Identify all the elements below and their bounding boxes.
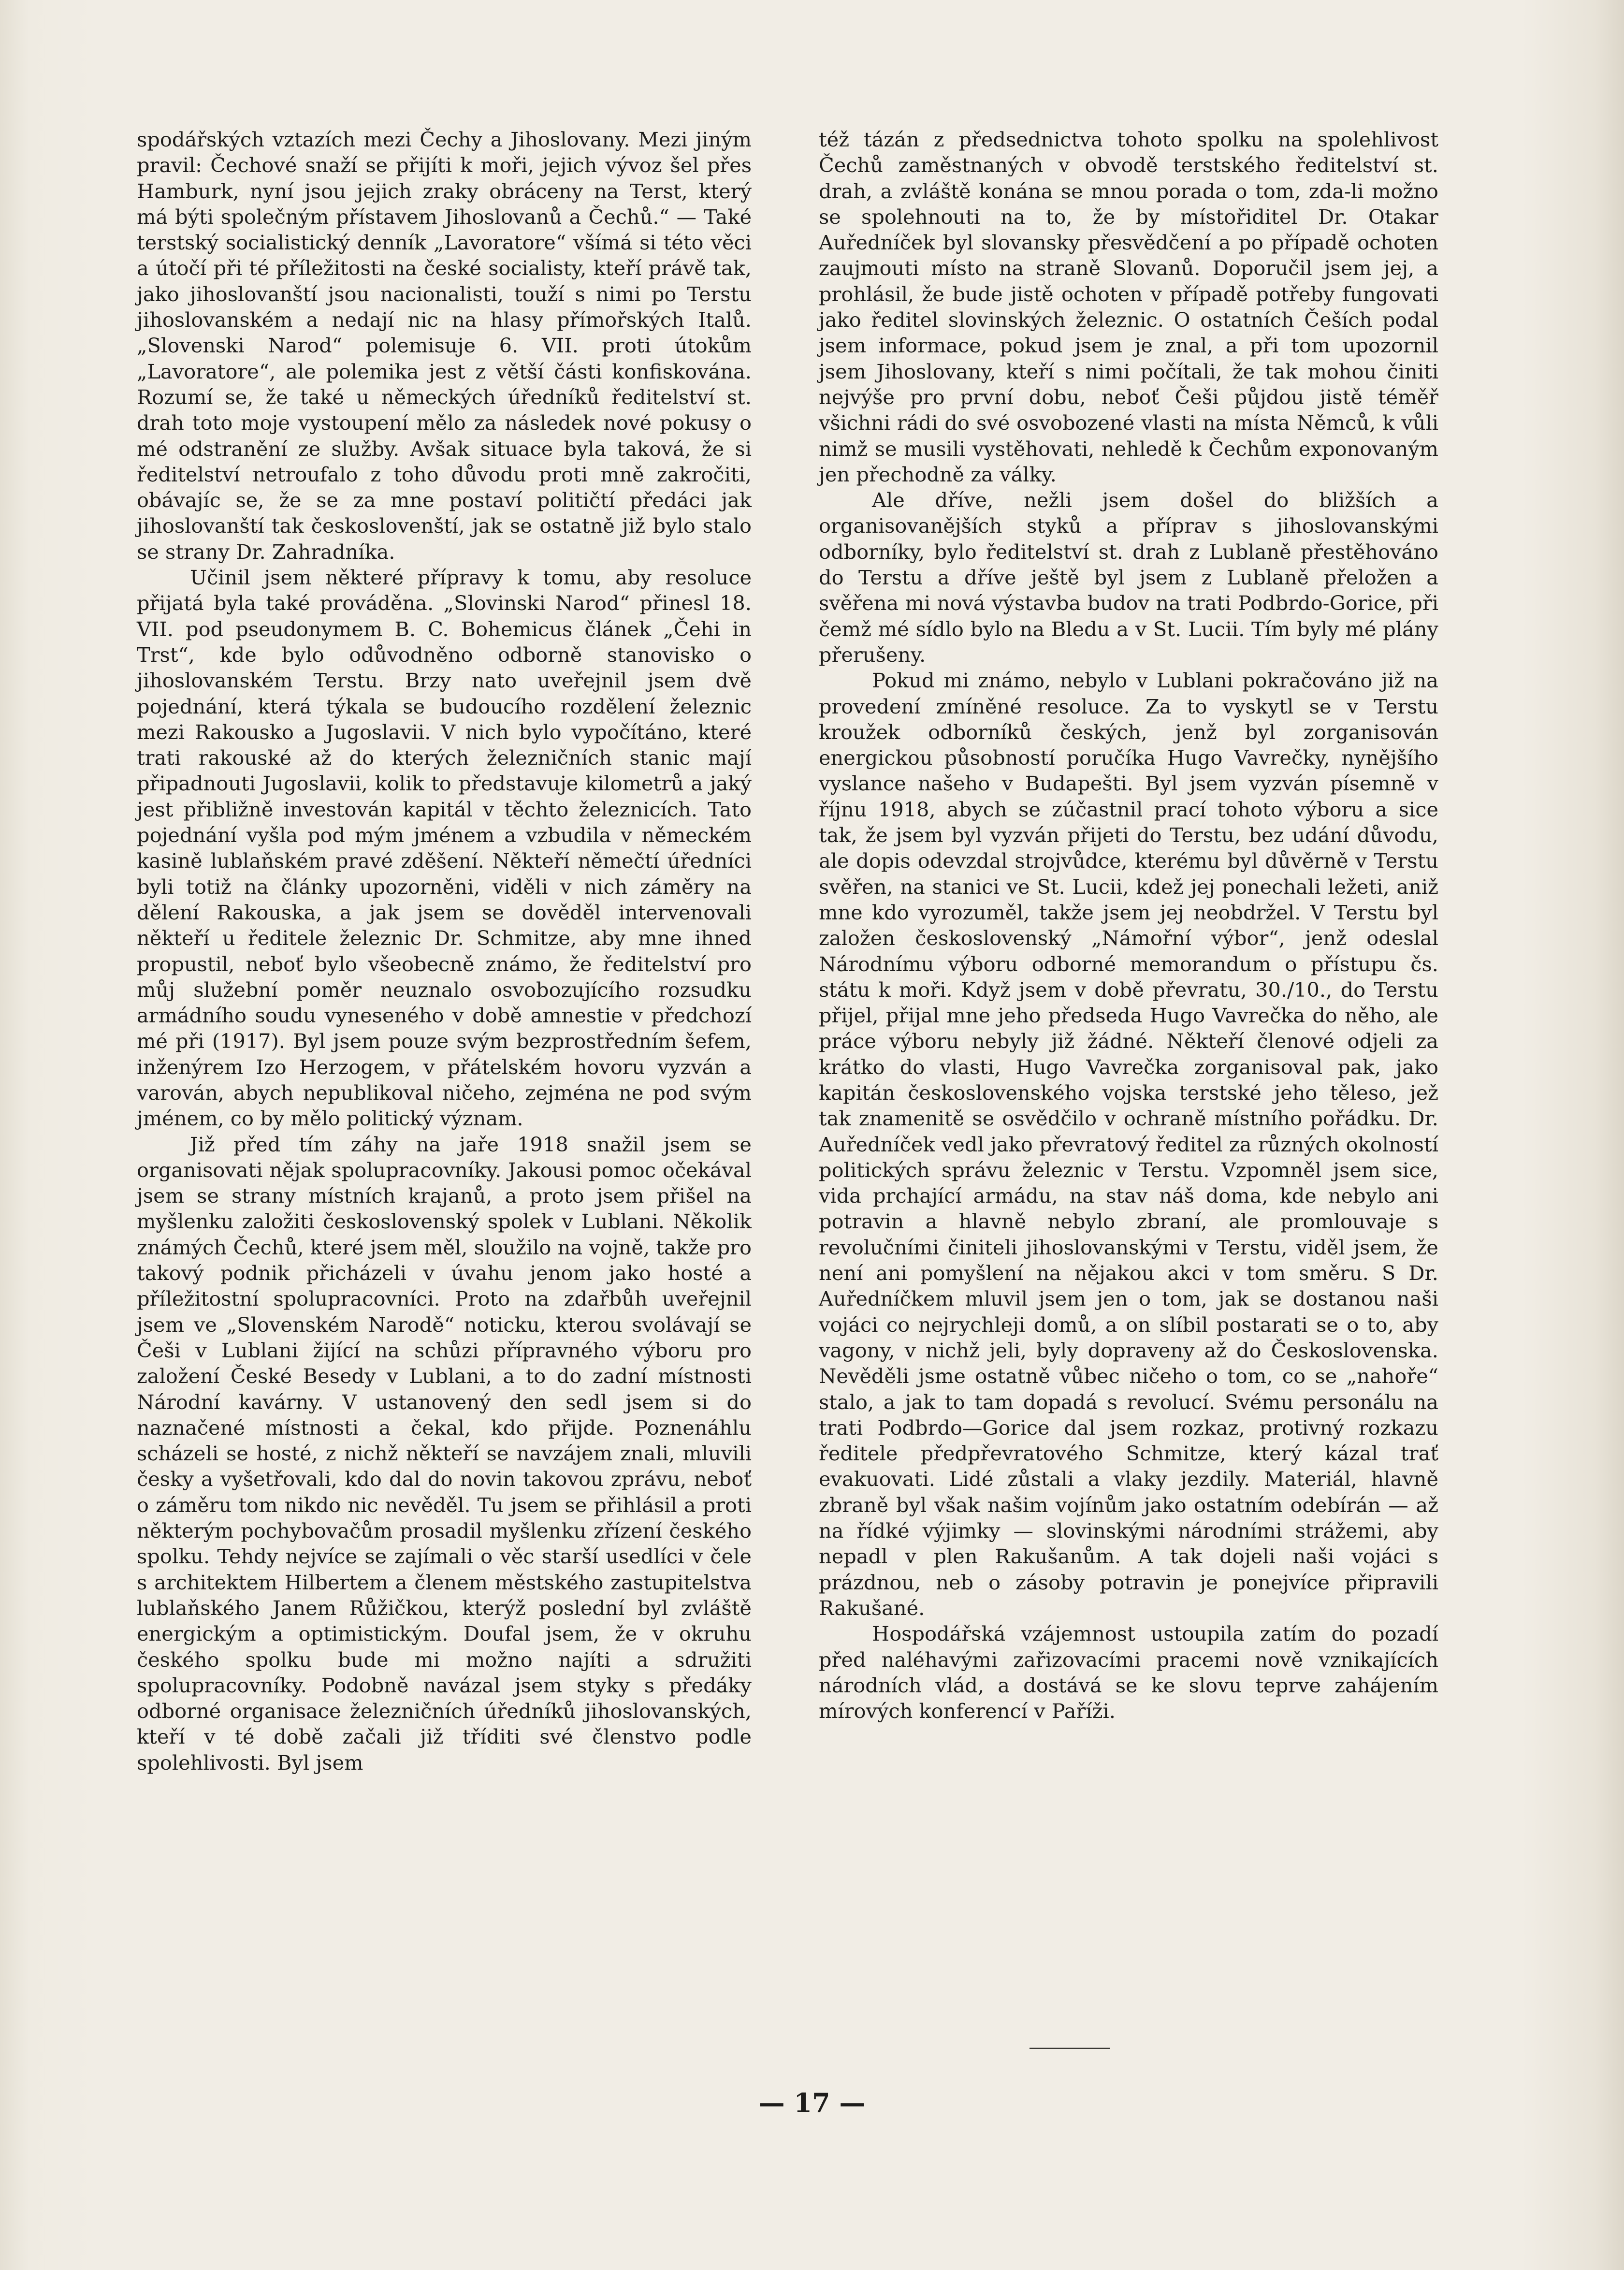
page-number: — 17 — [758,2087,866,2118]
paragraph: spodářských vztazích mezi Čechy a Jihoslovany. Mezi jiným pravil: Čechové snaží se přijíti k moři, jejich vývoz šel přes Hamburk, nyní jsou jejich zraky obráceny na Terst, který má býti společným přístavem Jihoslovanů a Čechů.“ — Také terstský socialistický denník „Lavoratore“ všímá si této věci a útočí při té příležitosti na české socialisty, kteří právě tak, jako jihoslovanští jsou nacionalisti, touží s nimi po Terstu jihoslovanském a nedají nic na hlasy přímořských Italů. „Slovenski Narod“ polemisuje 6. VII. proti útokům „Lavoratore“, ale polemika jest z větší části konfiskována. Rozumí se, že také u německých úředníků ředitelství st. drah toto moje vystoupení mělo za následek nové pokusy o mé odstranění ze služby. Avšak situace byla taková, že si ředitelství netroufalo z toho důvodu proti mně zakročiti, obávajíc se, že se za mne postaví političtí předáci jak jihoslovanští tak českoslovenští, jak se ostatně již bylo stalo se strany Dr. Zahradníka. [137,128,752,564]
right-column [819,127,1438,1724]
left-column [137,127,752,1775]
section-separator [1030,2048,1110,2049]
paragraph: Učinil jsem některé přípravy k tomu, aby resoluce přijatá byla také prováděna. „Slovinski Narod“ přinesl 18. VII. pod pseudonymem B. C. Bohemicus článek „Čehi in Trst“, kde bylo odůvodněno odborně stanovisko o jihoslovanském Terstu. Brzy nato uveřejnil jsem dvě pojednání, která týkala se budoucího rozdělení železnic mezi Rakousko a Jugoslavii. V nich bylo vypočítáno, které trati rakouské až do kterých železničních stanic mají připadnouti Jugoslavii, kolik to představuje kilometrů a jaký jest přibližně investován kapitál v těchto železnicích. Tato pojednání vyšla pod mým jménem a vzbudila v německém kasině lublaňském pravé zděšení. Někteří němečtí úředníci byli totiž na články upozorněni, viděli v nich záměry na dělení Rakouska, a jak jsem se dověděl intervenovali někteří u ředitele železnic Dr. Schmitze, aby mne ihned propustil, neboť bylo všeobecně známo, že ředitelství pro můj služební poměr neuznalo osvobozujícího rozsudku armádního soudu vyneseného v době amnestie v předchozí mé při (1917). Byl jsem pouze svým bezprostředním šefem, inženýrem Izo Herzogem, v přátelském hovoru vyzván a varován, abych nepublikoval ničeho, zejména ne pod svým jménem, co by mělo politický význam. [137,566,752,1131]
paragraph: též tázán z předsednictva tohoto spolku na spolehlivost Čechů zaměstnaných v obvodě terstského ředitelství st. drah, a zvláště konána se mnou porada o tom, zda-li možno se spolehnouti na to, že by místořiditel Dr. Otakar Auředníček byl slovansky přesvědčení a po případě ochoten zaujmouti místo na straně Slovanů. Doporučil jsem jej, a prohlásil, že bude jistě ochoten v případě potřeby fungovati jako ředitel slovinských železnic. O ostatních Češích podal jsem informace, pokud jsem je znal, a při tom upozornil jsem Jihoslovany, kteří s nimi počítali, že tak mohou činiti nejvýše pro první dobu, neboť Češi půjdou jistě téměř všichni rádi do své osvobozené vlasti na místa Němců, k vůli nimž se musili vystěhovati, nehledě k Čechům exponovaným jen přechodně za války. [819,128,1438,486]
paragraph: Hospodářská vzájemnost ustoupila zatím do pozadí před naléhavými zařizovacími pracemi nově vznikajících národních vlád, a dostává se ke slovu teprve zahájením mírových konferencí v Paříži. [819,1622,1438,1723]
paragraph: Ale dříve, nežli jsem došel do bližších a organisovanějších styků a příprav s jihoslovanskými odborníky, bylo ředitelství st. drah z Lublaně přestěhováno do Terstu a dříve ještě byl jsem z Lublaně přeložen a svěřena mi nová výstavba budov na trati Podbrdo-Gorice, při čemž mé sídlo bylo na Bledu a v St. Lucii. Tím byly mé plány přerušeny. [819,488,1438,667]
paragraph: Již před tím záhy na jaře 1918 snažil jsem se organisovati nějak spolupracovníky. Jakousi pomoc očekával jsem se strany místních krajanů, a proto jsem přišel na myšlenku založiti československý spolek v Lublani. Několik známých Čechů, které jsem měl, sloužilo na vojně, takže pro takový podnik přicházeli v úvahu jenom jako hosté a příležitostní spolupracovníci. Proto na zdařbůh uveřejnil jsem ve „Slovenském Narodě“ noticku, kterou svolávají se Češi v Lublani žijící na schůzi přípravného výboru pro založení České Besedy v Lublani, a to do zadní místnosti Národní kavárny. V ustanovený den sedl jsem si do naznačené místnosti a čekal, kdo přijde. Poznenáhlu scházeli se hosté, z nichž někteří se navzájem znali, mluvili česky a vyšetřovali, kdo dal do novin takovou zprávu, neboť o záměru tom nikdo nic nevěděl. Tu jsem se přihlásil a proti některým pochybovačům prosadil myšlenku zřízení českého spolku. Tehdy nejvíce se zajímali o věc starší usedlíci v čele s architektem Hilbertem a členem městského zastupitelstva lublaňského Janem Růžičkou, kterýž poslední byl zvláště energickým a optimistickým. Doufal jsem, že v okruhu českého spolku bude mi možno najíti a sdružiti spolupracovníky. Podobně navázal jsem styky s předáky odborné organisace železničních úředníků jihoslovanských, kteří v té době začali již tříditi své členstvo podle spolehlivosti. Byl jsem [137,1132,752,1775]
paragraph: Pokud mi známo, nebylo v Lublani pokračováno již na provedení zmíněné resoluce. Za to vyskytl se v Terstu kroužek odborníků českých, jenž byl zorganisován energickou působností poručíka Hugo Vavrečky, nynějšího vyslance našeho v Budapešti. Byl jsem vyzván písemně v říjnu 1918, abych se zúčastnil prací tohoto výboru a sice tak, že jsem byl vyzván přijeti do Terstu, bez udání důvodu, ale dopis odevzdal strojvůdce, kterému byl důvěrně v Terstu svěřen, na stanici ve St. Lucii, kdež jej ponechali ležeti, aniž mne kdo vyrozuměl, takže jsem jej neobdržel. V Terstu byl založen československý „Námořní výbor“, jenž odeslal Národnímu výboru odborné memorandum o přístupu čs. státu k moři. Když jsem v době převratu, 30./10., do Terstu přijel, přijal mne jeho předseda Hugo Vavrečka do něho, ale práce výboru nebyly již žádné. Někteří členové odjeli za krátko do vlasti, Hugo Vavrečka zorganisoval pak, jako kapitán československého vojska terstské jeho těleso, jež tak znamenitě se osvědčilo v ochraně místního pořádku. Dr. Auředníček vedl jako převratový ředitel za různých okolností politických správu železnic v Terstu. Vzpomněl jsem sice, vida prchající armádu, na stav náš doma, kde nebylo ani potravin a hlavně nebylo zbraní, ale promlouvaje s revolučními činiteli jihoslovanskými v Terstu, viděl jsem, že není ani pomyšlení na nějakou akci v tom směru. S Dr. Auředníčkem mluvil jsem jen o tom, jak se dostanou naši vojáci co nejrychleji domů, a on slíbil postarati se o to, aby vagony, v nichž jeli, byly dopraveny až do Československa. Nevěděli jsme ostatně vůbec ničeho o tom, co se „nahoře“ stalo, a jak to tam dopadá s revolucí. Svému personálu na trati Podbrdo—Gorice dal jsem rozkaz, protivný rozkazu ředitele předpřevratového Schmitze, který kázal trať evakuovati. Lidé zůstali a vlaky jezdily. Materiál, hlavně zbraně byl však našim vojínům jako ostatním odebírán — až na řídké výjimky — slovinskými národními strážemi, aby nepadl v plen Rakušanům. A tak dojeli naši vojáci s prázdnou, neb o zásoby potravin je ponejvíce připravili Rakušané. [819,669,1438,1620]
